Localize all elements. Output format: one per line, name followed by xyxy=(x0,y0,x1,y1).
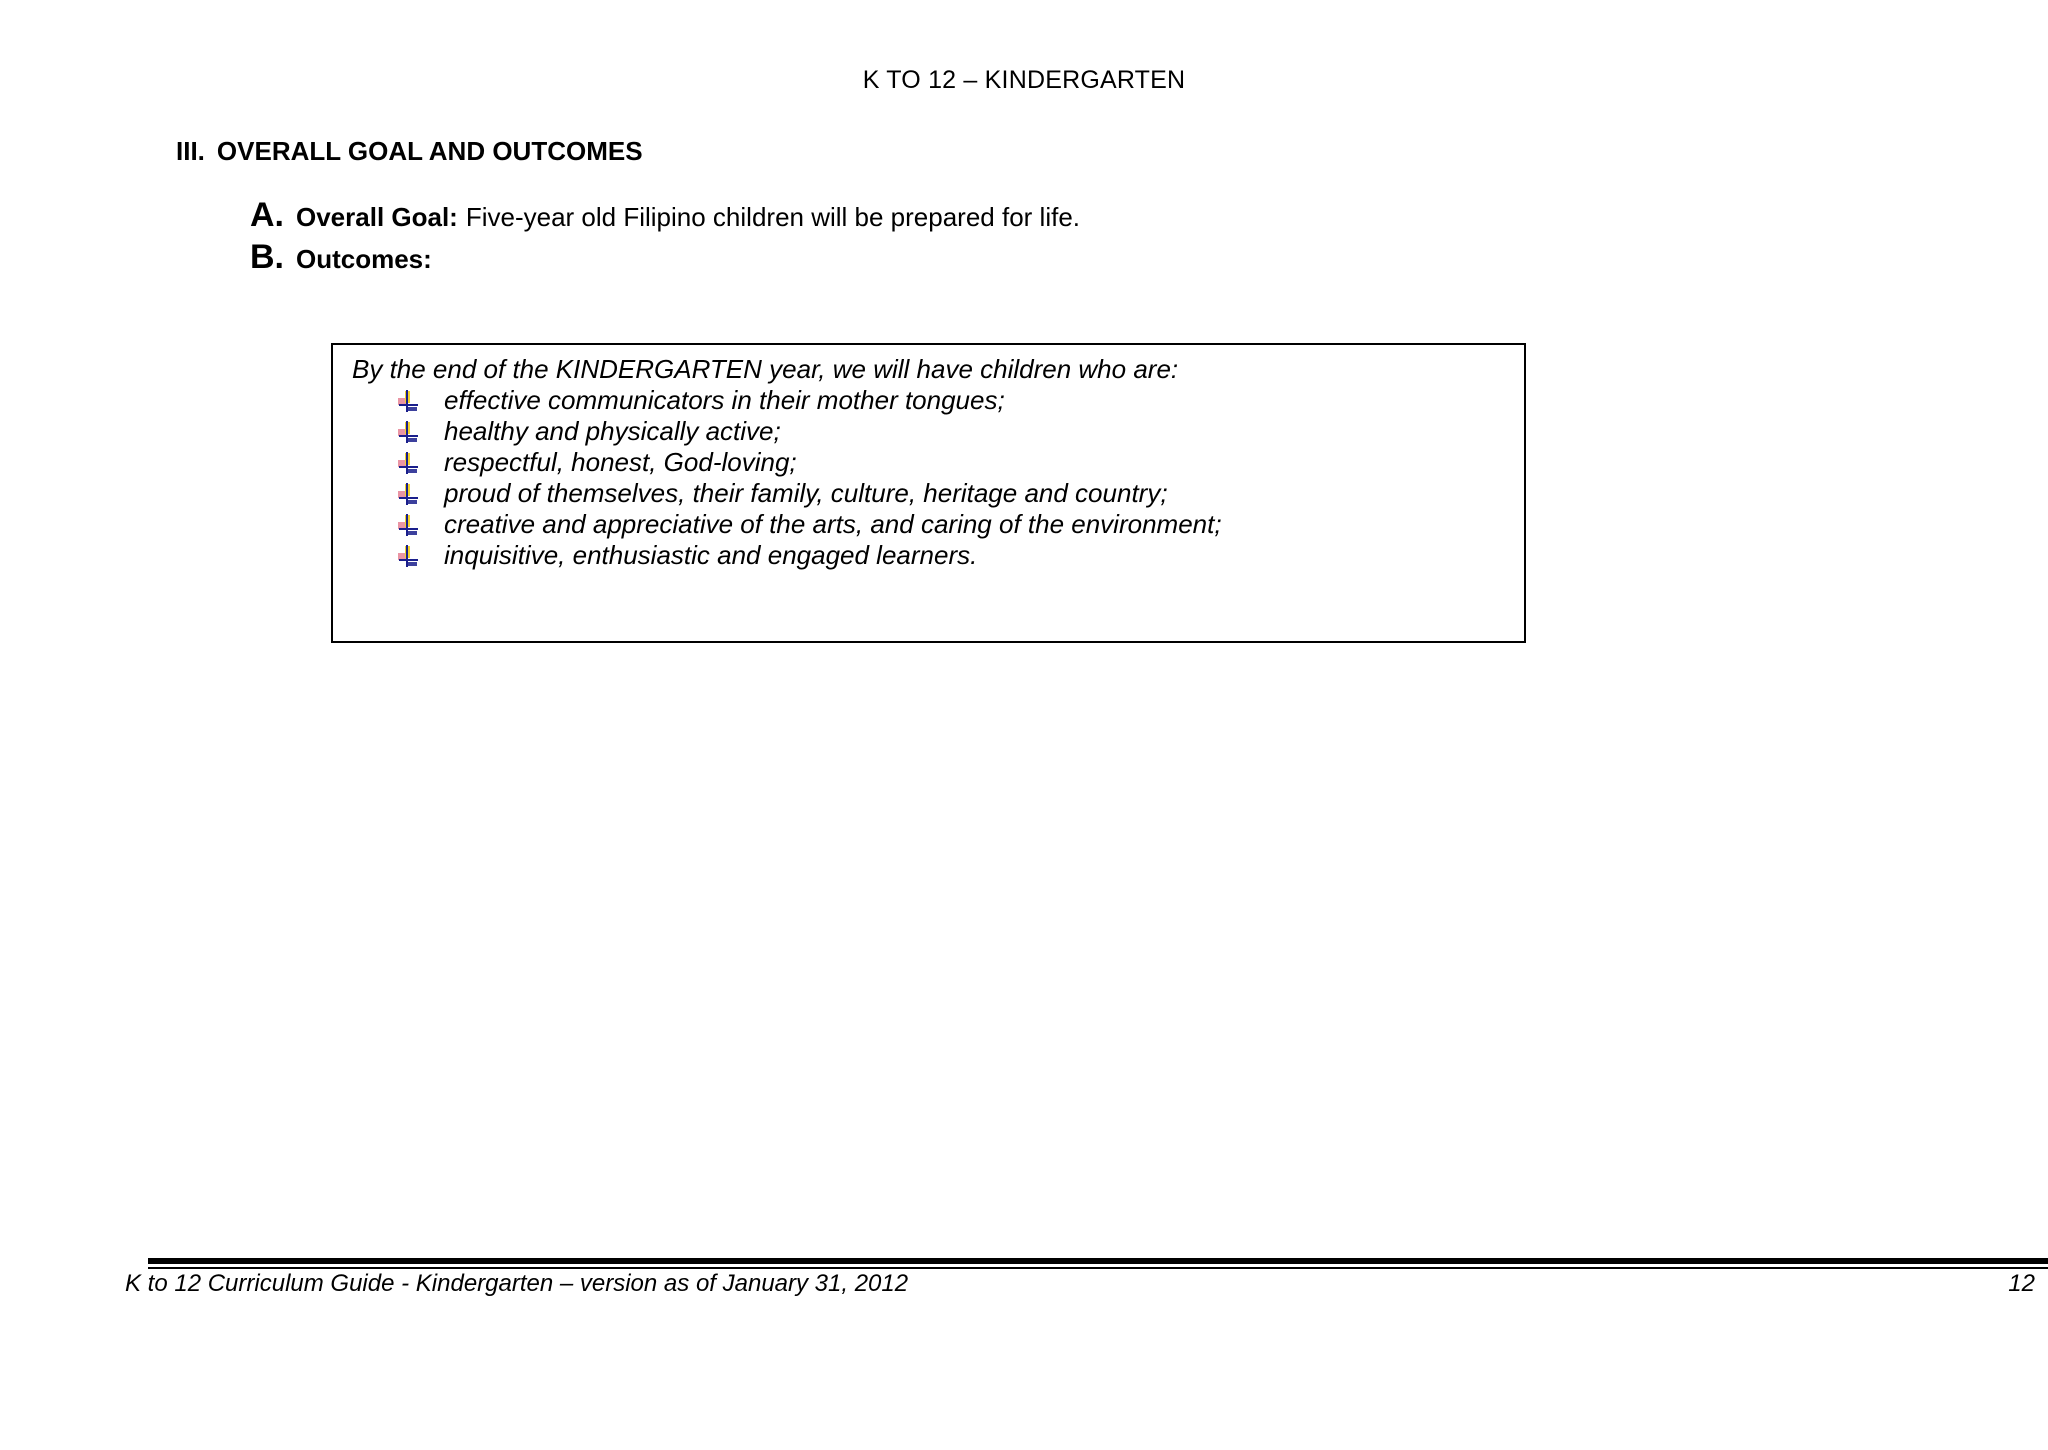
page-header: K TO 12 – KINDERGARTEN xyxy=(862,66,1186,94)
list-item xyxy=(396,540,1222,571)
list-item xyxy=(396,385,1222,416)
goal-label: Overall Goal: xyxy=(296,202,458,232)
outcomes-intro: By the end of the KINDERGARTEN year, we will have children who are: xyxy=(352,354,1179,384)
goal-letter: A. xyxy=(250,196,284,234)
page-number: 12 xyxy=(2008,1270,2035,1297)
cross-bullet-icon xyxy=(396,482,420,506)
cross-bullet-icon xyxy=(396,544,420,568)
outcomes-box xyxy=(331,343,1526,643)
outcomes-heading xyxy=(250,238,440,277)
outcome-text: effective communicators in their mother tongues; xyxy=(444,385,1005,415)
outcome-text: inquisitive, enthusiastic and engaged learners. xyxy=(444,540,978,570)
outcome-text: healthy and physically active; xyxy=(444,416,781,446)
outcomes-letter: B. xyxy=(250,238,284,276)
outcome-text: respectful, honest, God-loving; xyxy=(444,447,797,477)
section-title: OVERALL GOAL AND OUTCOMES xyxy=(216,136,643,166)
section-number: III. xyxy=(176,136,205,166)
outcome-text: creative and appreciative of the arts, and caring of the environment; xyxy=(444,509,1222,539)
goal-text: Five-year old Filipino children will be prepared for life. xyxy=(465,202,1081,232)
footer-rule-thick xyxy=(148,1258,2048,1264)
list-item xyxy=(396,416,1222,447)
footer-text: K to 12 Curriculum Guide - Kindergarten – version as of January 31, 2012 xyxy=(125,1270,909,1297)
section-heading xyxy=(176,136,643,167)
list-item xyxy=(396,509,1222,540)
list-item xyxy=(396,478,1222,509)
cross-bullet-icon xyxy=(396,389,420,413)
cross-bullet-icon xyxy=(396,513,420,537)
overall-goal xyxy=(250,196,1080,235)
footer-rule-thin xyxy=(148,1267,2048,1269)
outcomes-label: Outcomes: xyxy=(296,244,432,274)
outcome-text: proud of themselves, their family, culture, heritage and country; xyxy=(444,478,1168,508)
list-item xyxy=(396,447,1222,478)
cross-bullet-icon xyxy=(396,420,420,444)
outcomes-list xyxy=(396,385,1222,571)
cross-bullet-icon xyxy=(396,451,420,475)
